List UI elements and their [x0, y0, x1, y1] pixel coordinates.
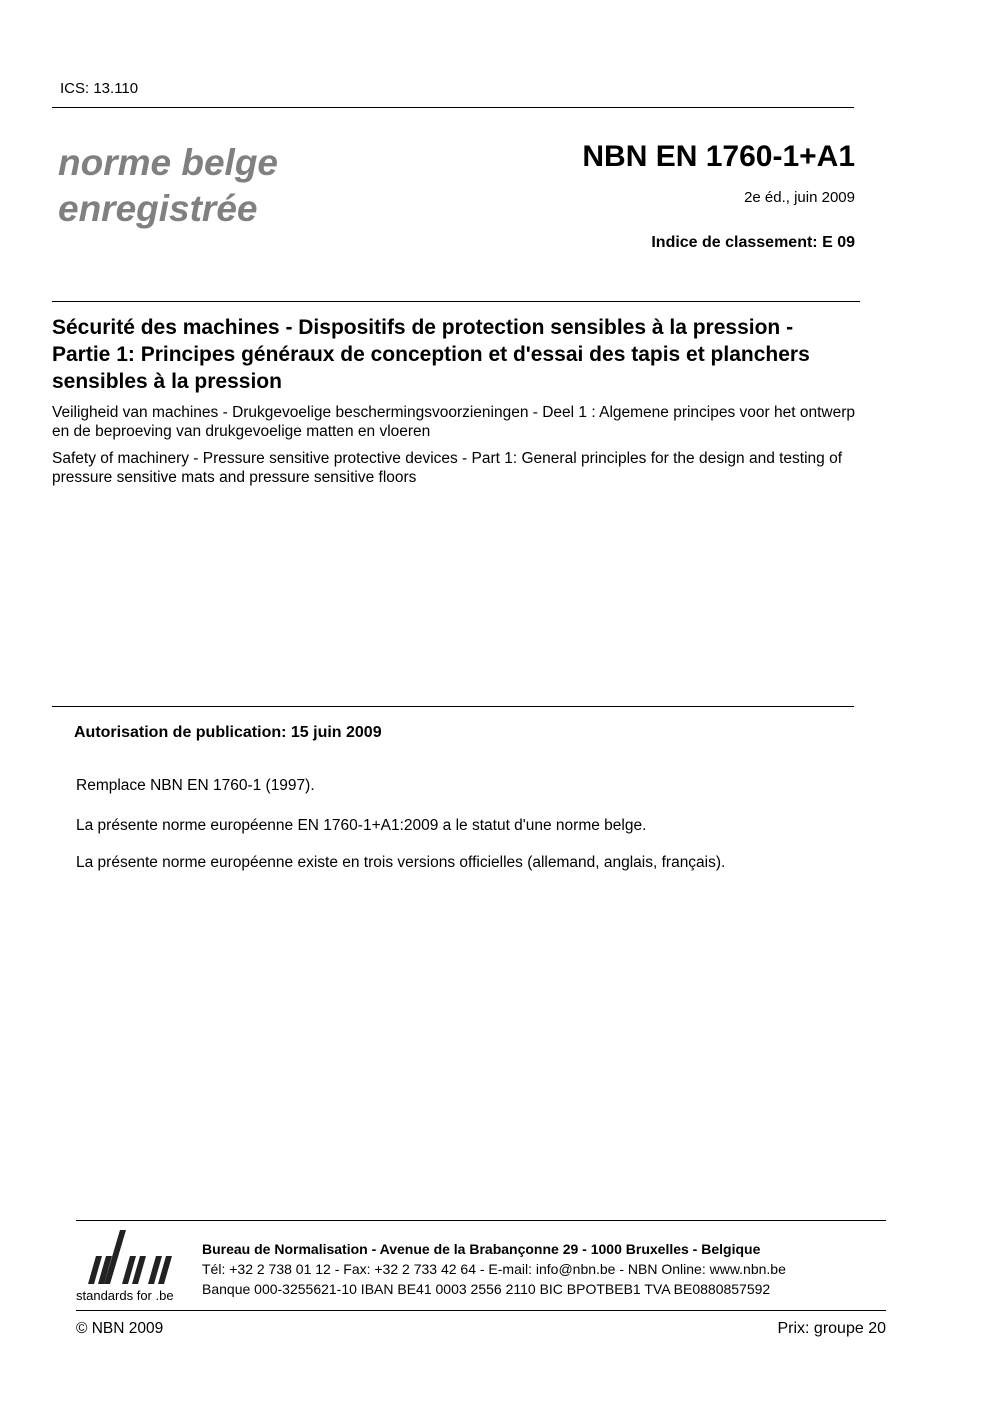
footer-bottom-rule [76, 1310, 886, 1311]
title-top-rule [52, 301, 860, 302]
edition-date: 2e éd., juin 2009 [744, 189, 855, 206]
nbn-logo-mark [76, 1228, 186, 1288]
footer-address: Bureau de Normalisation - Avenue de la Brabançonne 29 - 1000 Bruxelles - Belgique [202, 1241, 761, 1257]
replaces-note: Remplace NBN EN 1760-1 (1997). [76, 777, 315, 794]
header-top-rule [52, 107, 854, 108]
footer-top-rule [76, 1220, 886, 1221]
title-english: Safety of machinery - Pressure sensitive protective devices - Part 1: General principles for the design and testing of pressure sensitive mats and pressure sensitive floors [52, 450, 843, 486]
brand-line-2: enregistrée [58, 188, 258, 229]
classification-index: Indice de classement: E 09 [651, 234, 855, 251]
logo-caption: standards for .be [76, 1288, 174, 1303]
price-group: Prix: groupe 20 [777, 1320, 886, 1337]
brand-line-1: norme belge [58, 142, 278, 183]
standard-number: NBN EN 1760-1+A1 [582, 140, 855, 173]
footer-bank: Banque 000-3255621-10 IBAN BE41 0003 2556 2110 BIC BPOTBEB1 TVA BE0880857592 [202, 1281, 771, 1297]
ics-code: ICS: 13.110 [60, 80, 139, 97]
versions-note: La présente norme européenne existe en trois versions officielles (allemand, anglais, français). [76, 854, 726, 871]
status-note: La présente norme européenne EN 1760-1+A1:2009 a le statut d'une norme belge. [76, 817, 647, 834]
publication-top-rule [52, 706, 854, 707]
logo-strokes [88, 1230, 172, 1284]
footer-contact: Tél: +32 2 738 01 12 - Fax: +32 2 733 42 64 - E-mail: info@nbn.be - NBN Online: www.nbn.be [202, 1261, 786, 1277]
copyright: © NBN 2009 [76, 1320, 164, 1337]
brand-label [58, 140, 278, 232]
title-french: Sécurité des machines - Dispositifs de protection sensibles à la pression - Partie 1: Principes généraux de conception et d'essai des tapis et planchers sensibles à la pression [52, 316, 810, 393]
title-dutch: Veiligheid van machines - Drukgevoelige beschermingsvoorzieningen - Deel 1 : Algemene principes voor het ontwerp en de beproeving van drukgevoelige matten en vloeren [52, 404, 856, 440]
publication-authorization: Autorisation de publication: 15 juin 2009 [74, 724, 382, 741]
